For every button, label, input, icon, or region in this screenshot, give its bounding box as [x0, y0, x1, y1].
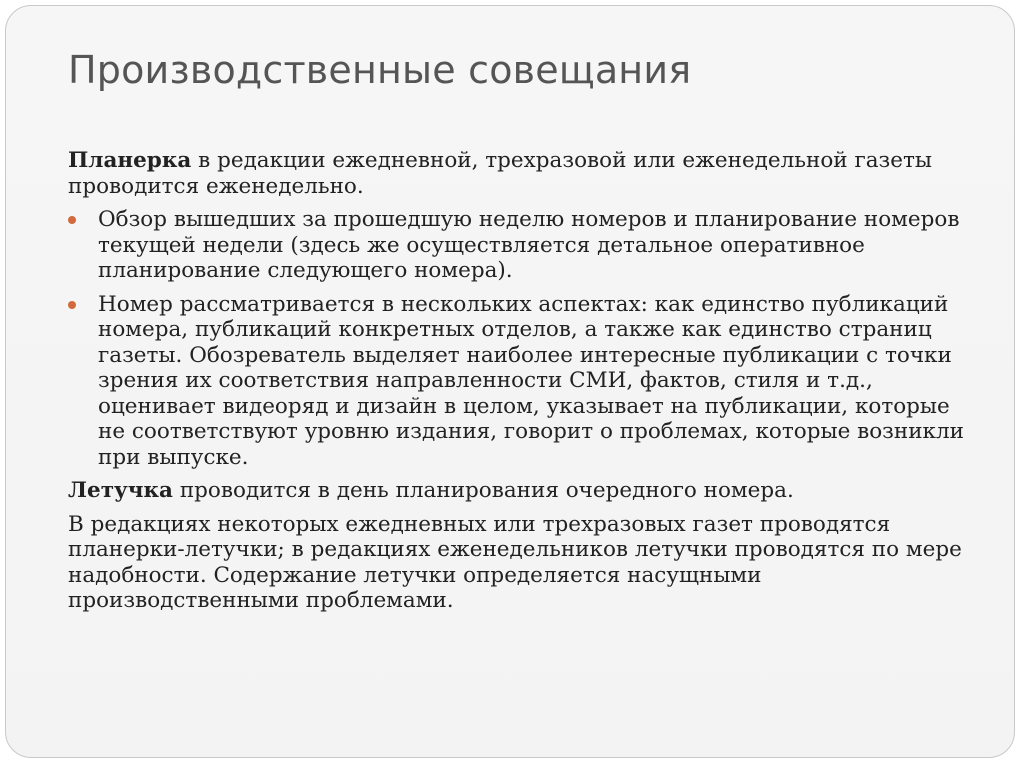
paragraph-planerka — [68, 148, 973, 199]
bullet-text: Обзор вышедших за прошедшую неделю номеров и планирование номеров текущей недели (здесь же осуществляется детальное оперативное планирование следующего номера). — [98, 207, 960, 283]
paragraph-letuchka — [68, 478, 973, 504]
slide — [5, 5, 1015, 758]
bullet-item — [68, 292, 973, 471]
bullet-text: Номер рассматривается в нескольких аспектах: как единство публикаций номера, публикаций конкретных отделов, а также как единство страниц газеты. Обозреватель выделяет наиболее интересные публикации с точки зрения их соответствия направленности СМИ, фактов, стиля и т.д., оценивает видеоряд и дизайн в целом, указывает на публикации, которые не соответствуют уровню издания, говорит о проблемах, которые возникли при выпуске. — [98, 291, 964, 470]
bullet-item — [68, 207, 973, 284]
slide-title: Производственные совещания — [68, 48, 692, 92]
paragraph-letuchka-text: проводится в день планирования очередного номера. — [172, 478, 794, 503]
bullet-dot-icon — [68, 216, 76, 224]
paragraph-planerka-text: в редакции ежедневной, трехразовой или еженедельной газеты проводится еженедельно. — [68, 148, 932, 199]
term-planerka: Планерка — [68, 148, 192, 173]
bullet-dot-icon — [68, 301, 76, 309]
term-letuchka: Летучка — [68, 478, 173, 503]
slide-body — [68, 148, 973, 622]
paragraph-details: В редакциях некоторых ежедневных или трехразовых газет проводятся планерки-летучки; в редакциях еженедельников летучки проводятся по мере надобности. Содержание летучки определяется насущными производственными проблемами. — [68, 511, 962, 613]
